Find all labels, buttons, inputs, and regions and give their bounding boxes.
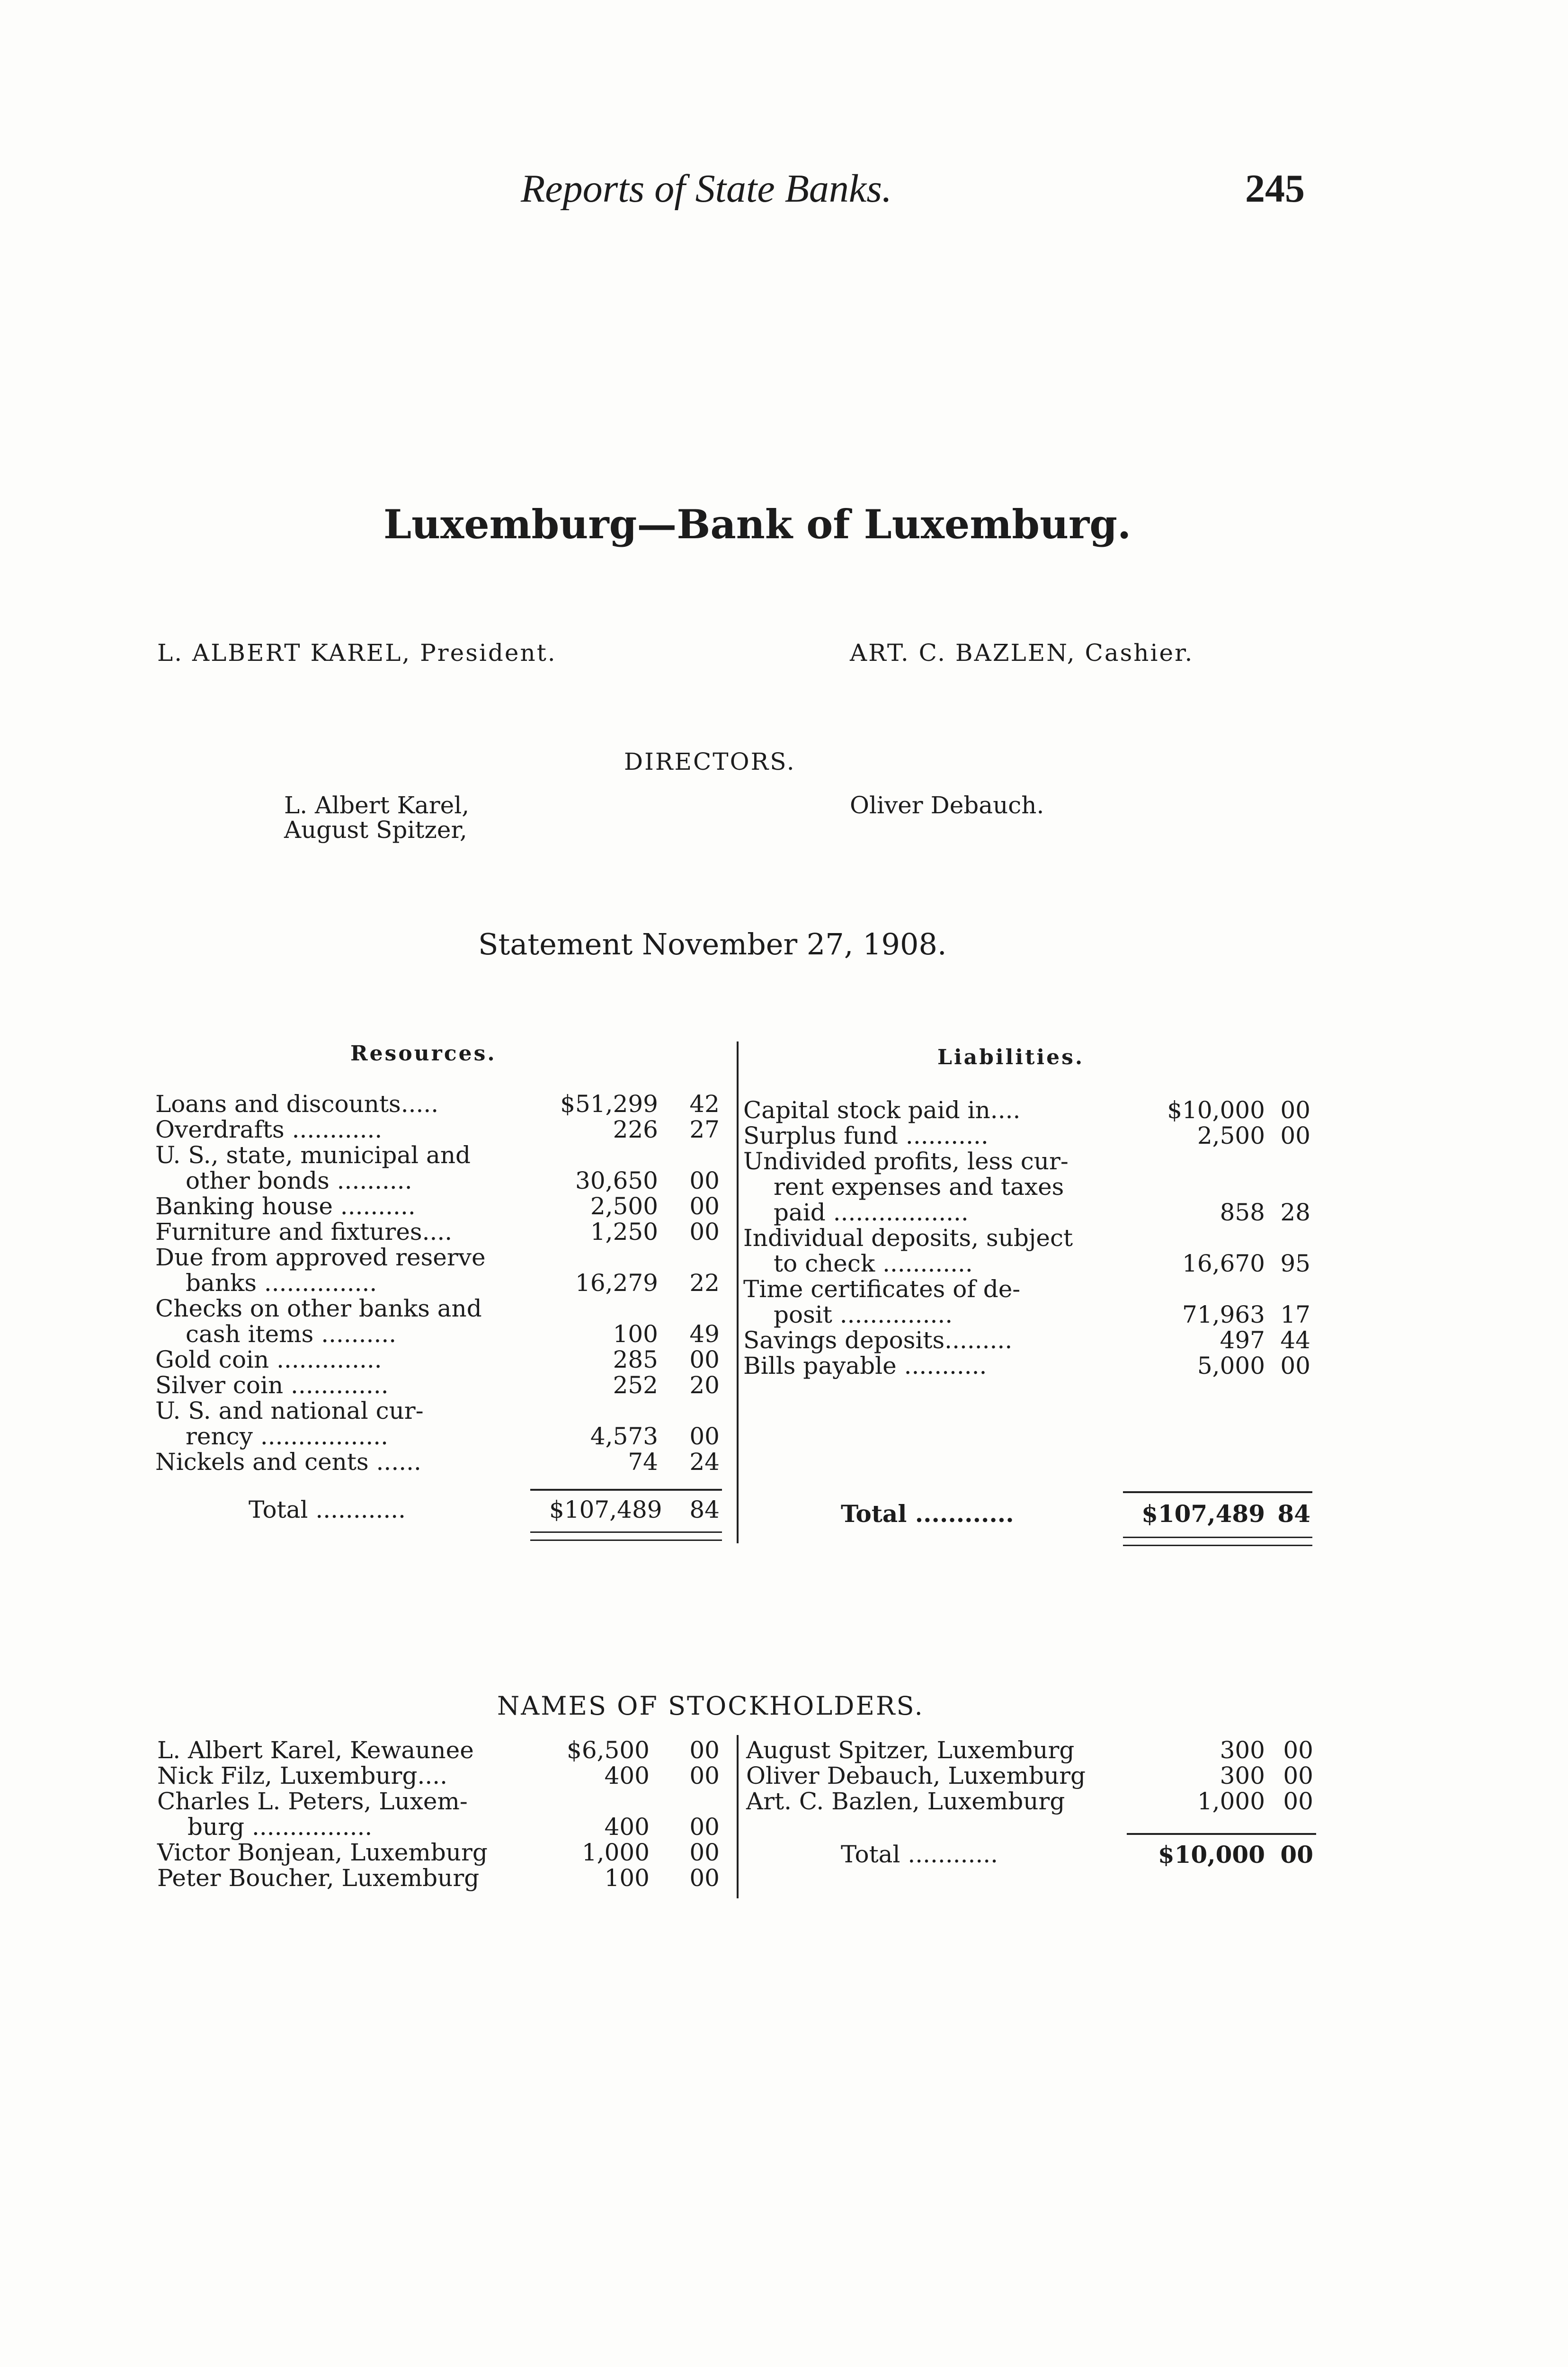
liability-row	[743, 1200, 1311, 1225]
item-label: banks ...............	[186, 1269, 377, 1297]
item-label: U. S. and national cur-	[155, 1397, 424, 1424]
liability-row	[743, 1174, 1311, 1200]
stockholders-total-cents: 00	[1280, 1841, 1313, 1869]
liabilities-total-label: Total ............	[841, 1500, 1014, 1528]
amount-dollars: 30,650	[575, 1167, 658, 1194]
item-label: U. S., state, municipal and	[155, 1141, 471, 1169]
resources-heading: Resources.	[350, 1041, 497, 1066]
resource-row	[155, 1398, 723, 1424]
amount-cents: 95	[1280, 1250, 1310, 1277]
amount-cents: 00	[689, 1423, 720, 1450]
amount-cents: 00	[689, 1864, 720, 1892]
item-label: rency .................	[186, 1423, 389, 1450]
amount-cents: 00	[1283, 1736, 1313, 1764]
amount-cents: 22	[689, 1269, 720, 1297]
item-label: posit ...............	[774, 1301, 953, 1328]
amount-cents: 00	[689, 1192, 720, 1220]
amount-dollars: 1,000	[581, 1839, 650, 1866]
item-label: Time certificates of de-	[743, 1275, 1021, 1303]
resource-row	[155, 1245, 723, 1270]
item-label: Undivided profits, less cur-	[743, 1148, 1069, 1175]
item-label: burg ................	[187, 1813, 373, 1841]
resource-row	[155, 1296, 723, 1321]
resource-row	[155, 1347, 723, 1372]
stockholders-right-list	[746, 1737, 1314, 1818]
resource-row	[155, 1270, 723, 1296]
resource-row	[155, 1142, 723, 1168]
item-label: Gold coin ..............	[155, 1346, 382, 1373]
item-label: Oliver Debauch, Luxemburg	[746, 1762, 1086, 1789]
resources-total-dollars: $107,489	[549, 1496, 662, 1523]
liability-row	[743, 1148, 1311, 1174]
resource-row	[155, 1219, 723, 1245]
total-rule	[530, 1489, 722, 1491]
resource-row	[155, 1193, 723, 1219]
double-rule	[1123, 1537, 1312, 1546]
item-label: Surplus fund ...........	[743, 1122, 989, 1149]
amount-dollars: 2,500	[1197, 1122, 1265, 1149]
double-rule	[530, 1531, 722, 1541]
liability-row	[743, 1327, 1311, 1353]
amount-dollars: 300	[1220, 1736, 1265, 1764]
amount-cents: 24	[689, 1448, 720, 1476]
item-label: Peter Boucher, Luxemburg	[157, 1864, 480, 1892]
resources-total-label: Total ............	[249, 1496, 406, 1523]
resource-row	[155, 1168, 723, 1193]
item-label: Nick Filz, Luxemburg....	[157, 1762, 448, 1789]
cashier: ART. C. BAZLEN, Cashier.	[850, 639, 1194, 667]
liability-row	[743, 1225, 1311, 1251]
item-label: to check ............	[774, 1250, 973, 1277]
amount-dollars: 226	[613, 1116, 658, 1143]
amount-cents: 42	[689, 1090, 720, 1118]
amount-cents: 17	[1280, 1301, 1310, 1328]
resource-row	[155, 1449, 723, 1475]
stockholder-row	[157, 1865, 725, 1891]
amount-cents: 44	[1280, 1326, 1310, 1354]
amount-cents: 00	[1283, 1762, 1313, 1789]
stockholder-row	[746, 1789, 1314, 1814]
resource-row	[155, 1091, 723, 1117]
amount-cents: 28	[1280, 1199, 1310, 1226]
resources-table	[155, 1091, 723, 1555]
amount-dollars: 4,573	[590, 1423, 658, 1450]
amount-cents: 00	[1280, 1096, 1310, 1124]
amount-dollars: 285	[613, 1346, 658, 1373]
liabilities-heading: Liabilities.	[937, 1045, 1085, 1069]
stockholder-row	[746, 1763, 1314, 1789]
amount-cents: 49	[689, 1320, 720, 1348]
item-label: Art. C. Bazlen, Luxemburg	[746, 1788, 1065, 1815]
amount-dollars: 16,670	[1182, 1250, 1265, 1277]
amount-dollars: 100	[604, 1864, 650, 1892]
stockholders-heading: NAMES OF STOCKHOLDERS.	[497, 1691, 924, 1721]
amount-cents: 00	[689, 1813, 720, 1841]
statement-date: Statement November 27, 1908.	[478, 927, 947, 961]
item-label: Capital stock paid in....	[743, 1096, 1021, 1124]
total-rule	[1127, 1833, 1316, 1835]
amount-dollars: 497	[1220, 1326, 1265, 1354]
amount-dollars: $10,000	[1167, 1096, 1265, 1124]
liability-row	[743, 1302, 1311, 1327]
liability-row	[743, 1276, 1311, 1302]
amount-dollars: 400	[604, 1813, 650, 1841]
resource-row	[155, 1117, 723, 1142]
stockholder-row	[157, 1737, 725, 1763]
amount-cents: 00	[689, 1839, 720, 1866]
liability-row	[743, 1097, 1311, 1123]
stockholder-row	[157, 1814, 725, 1840]
stockholder-row	[746, 1737, 1314, 1763]
stockholders-total-dollars: $10,000	[1158, 1841, 1265, 1869]
item-label: Individual deposits, subject	[743, 1224, 1073, 1252]
amount-cents: 20	[689, 1371, 720, 1399]
item-label: Furniture and fixtures....	[155, 1218, 453, 1246]
director-name: Oliver Debauch.	[850, 792, 1044, 819]
item-label: Checks on other banks and	[155, 1295, 482, 1322]
item-label: cash items ..........	[186, 1320, 397, 1348]
resource-row	[155, 1372, 723, 1398]
amount-dollars: 1,000	[1197, 1788, 1265, 1815]
amount-cents: 00	[1280, 1352, 1310, 1379]
item-label: rent expenses and taxes	[774, 1173, 1064, 1201]
amount-dollars: 16,279	[575, 1269, 658, 1297]
running-title: Reports of State Banks.	[521, 167, 892, 211]
amount-cents: 00	[689, 1167, 720, 1194]
item-label: Charles L. Peters, Luxem-	[157, 1788, 468, 1815]
resource-row	[155, 1424, 723, 1449]
liabilities-total-dollars: $107,489	[1141, 1500, 1265, 1528]
amount-cents: 00	[1283, 1788, 1313, 1815]
amount-dollars: 5,000	[1197, 1352, 1265, 1379]
amount-cents: 27	[689, 1116, 720, 1143]
stockholders-left-list	[157, 1737, 725, 1898]
stockholder-row	[157, 1840, 725, 1865]
total-rule	[1123, 1491, 1312, 1493]
liability-row	[743, 1353, 1311, 1379]
amount-cents: 00	[689, 1736, 720, 1764]
amount-dollars: 1,250	[590, 1218, 658, 1246]
director-name: August Spitzer,	[284, 816, 467, 844]
amount-dollars: 252	[613, 1371, 658, 1399]
item-label: L. Albert Karel, Kewaunee	[157, 1736, 474, 1764]
director-name: L. Albert Karel,	[284, 792, 470, 819]
item-label: paid ..................	[774, 1199, 969, 1226]
stockholder-row	[157, 1763, 725, 1789]
resource-row	[155, 1321, 723, 1347]
item-label: Victor Bonjean, Luxemburg	[157, 1839, 488, 1866]
amount-cents: 00	[689, 1218, 720, 1246]
amount-dollars: 74	[628, 1448, 658, 1476]
item-label: August Spitzer, Luxemburg	[746, 1736, 1075, 1764]
amount-dollars: 71,963	[1182, 1301, 1265, 1328]
amount-dollars: 100	[613, 1320, 658, 1348]
item-label: Due from approved reserve	[155, 1244, 486, 1271]
item-label: Loans and discounts.....	[155, 1090, 439, 1118]
amount-cents: 00	[689, 1762, 720, 1789]
amount-dollars: 2,500	[590, 1192, 658, 1220]
amount-dollars: $51,299	[560, 1090, 658, 1118]
amount-dollars: 858	[1220, 1199, 1265, 1226]
liability-row	[743, 1251, 1311, 1276]
amount-cents: 00	[1280, 1122, 1310, 1149]
president: L. ALBERT KAREL, President.	[157, 639, 557, 667]
item-label: Silver coin .............	[155, 1371, 389, 1399]
item-label: Overdrafts ............	[155, 1116, 383, 1143]
item-label: Savings deposits.........	[743, 1326, 1013, 1354]
resources-total-cents: 84	[689, 1496, 720, 1523]
item-label: other bonds ..........	[186, 1167, 412, 1194]
stockholder-row	[157, 1789, 725, 1814]
item-label: Bills payable ...........	[743, 1352, 987, 1379]
item-label: Nickels and cents ......	[155, 1448, 421, 1476]
stockholders-total-label: Total ............	[841, 1841, 998, 1868]
item-label: Banking house ..........	[155, 1192, 416, 1220]
amount-dollars: 400	[604, 1762, 650, 1789]
amount-dollars: 300	[1220, 1762, 1265, 1789]
column-divider	[737, 1041, 739, 1543]
amount-cents: 00	[689, 1346, 720, 1373]
page-number: 245	[1245, 167, 1305, 211]
amount-dollars: $6,500	[567, 1736, 650, 1764]
liabilities-total-cents: 84	[1277, 1500, 1310, 1528]
liability-row	[743, 1123, 1311, 1148]
bank-title: Luxemburg—Bank of Luxemburg.	[383, 501, 1131, 548]
liabilities-table	[743, 1097, 1311, 1552]
stockholders-divider	[737, 1735, 739, 1898]
directors-heading: DIRECTORS.	[624, 748, 796, 775]
